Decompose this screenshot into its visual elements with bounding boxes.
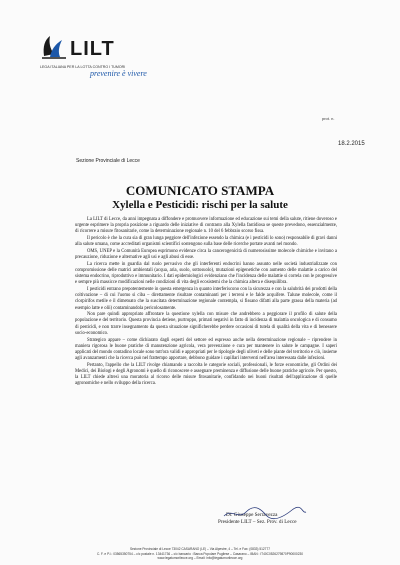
paragraph: Strategico appare – come dichiarato dagli esperti del settore ed espresso anche nella determinazione regionale – riprendere in maniera rigorosa le buone pratiche di manutenzione agricola, vera prevenzione e cura per mantenere in salute le campagne. I saperi applicati del mondo contadino locale sono tutt'ora validi e appropriati per le tipologie degli uliveti e delle piante del territorio e ciò, insieme agli avanzamenti che la ricerca può nel frattempo apportare, debbono guidare i capillari interventi nell'area interessata dalle infezioni. [75, 337, 337, 361]
logo-tagline: prevenire è vivere [90, 69, 147, 78]
paragraph: OMS, UNEP e la Comunità Europea esprimono evidenze circa la cancerogenicità di numerosissime molecole chimiche e invitano a precauzione, riduzione e alternative agli usi e agli abusi di esse. [75, 248, 337, 261]
paragraph: Il pericolo è che la cura sia di gran lunga peggiore dell'infezione essendo la chimica (e i pesticidi lo sono) responsabile di gravi danni alla salute umana, come accreditati organismi scientifici sostengono sulla base delle ricerche portate avanti nel mondo. [75, 236, 337, 248]
paragraph: I pesticidi entrano prepotentemente in questa emergenza in quanto interferiscono con la sicurezza e con la salubrità dei prodotti della coltivazione – di cui l'uomo si ciba – direttamente risultare contaminanti per i terreni e le falde acquifere. Talune molecole, come il clorpirifos metile e il dimetoato che la suscitata determinazione regionale contempla, si fissano difatti alla parte grassa della materia (ad esempio latte e olii) contaminandola pericolosamente. [75, 287, 337, 311]
signatory-name: Dr. Giuseppe Serravezza [226, 512, 278, 518]
signature-block [218, 512, 297, 526]
document-title: COMUNICATO STAMPA [125, 183, 275, 198]
footer-fiscal: C. F. e P.I.: 03565350754 – c/c postale n. 13441736 – c/c bancario : Banca Popolare Pugliese – Casarano – IBAN : IT40C0526279870P90000230 [96, 551, 304, 556]
paragraph: Pertanto, l'appello che la LILT rivolge chiamando a raccolta le categorie sociali, professionali, le forze economiche, gli Ordini dei Medici, dei Biologi e degli Agronomi è quello di riconoscere e assegnare preminenza e diffusione delle buone pratiche agricole. Per questo, la LILT chiede altresì una moratoria al ricorso delle misure fitosanitarie, confidando nei buoni risultati dell'applicazione di quelle agronomiche e nello sviluppo della ricerca. [75, 362, 337, 387]
document-date: 18.2.2015 [338, 141, 365, 147]
document-body [75, 217, 337, 388]
protocol-label: prot. n. [322, 116, 335, 121]
logo-name: LILT [70, 38, 115, 60]
footer-contacts: www.legatumorilecce.org – Email: info@legatumorilecce.org [157, 556, 243, 561]
paragraph: La LILT di Lecce, da anni impegnata a diffondere e promuovere informazione ed educazione sui temi della salute, ritiene doveroso e urgente esprimere la propria posizione a riguardo delle iniziative di contrasto alla Xylella fastidiosa se queste prevedono, essenzialmente, di ricorrere a misure fitosanitarie, come la determinazione regionale n. 10 del 6 febbraio scorso fissa. [75, 217, 337, 235]
footer-address: Sezione Provinciale di Lecce 73042 CASARANO (LE) – Via Alpestre, 4 – Tel. e Fax: (0833) 512777 [129, 547, 271, 551]
section-name: Sezione Provinciale di Lecce [76, 158, 140, 164]
handwritten-signature [222, 506, 308, 520]
paragraph: La ricerca mette in guardia dal ruolo pervasivo che gli interferenti endocrini hanno assunto nelle società industrializzate con compromissione delle matrici ambientali (acqua, aria, suolo, sottosuolo), mutazioni epigenetiche con aumento delle malattie a carico del sistema endocrino, riproduttivo e immunitario. I dati epidemiologici evidenziano che l'incidenza delle malattie si correla con le progressive e sempre più massicce modificazioni nelle condizioni di vita degli ecosistemi che la chimica altera e disequilibra. [75, 261, 337, 286]
lilt-logo [40, 30, 190, 90]
document-subtitle: Xylella e Pesticidi: rischi per la salute [112, 199, 288, 211]
paragraph: Non pare quindi appropriato affrontare la questione xylella con misure che andrebbero a peggiorare il profilo di salute della popolazione e del territorio. Questa provincia detiene, purtroppo, primati negativi in fatto di incidenza di malattia oncologica e di consumo di pesticidi, e non trarre insegnamento da questa situazione significherebbe perdere occasioni di tutela di qualità della vita e di benessere socio-economico. [75, 312, 337, 336]
logo-small-text: LEGA ITALIANA PER LA LOTTA CONTRO I TUMORI [40, 65, 126, 69]
letterhead-footer [0, 547, 400, 561]
lilt-logo-mark-icon [40, 32, 68, 60]
signatory-role: Presidente LILT – Sez. Prov. di Lecce [218, 519, 297, 525]
